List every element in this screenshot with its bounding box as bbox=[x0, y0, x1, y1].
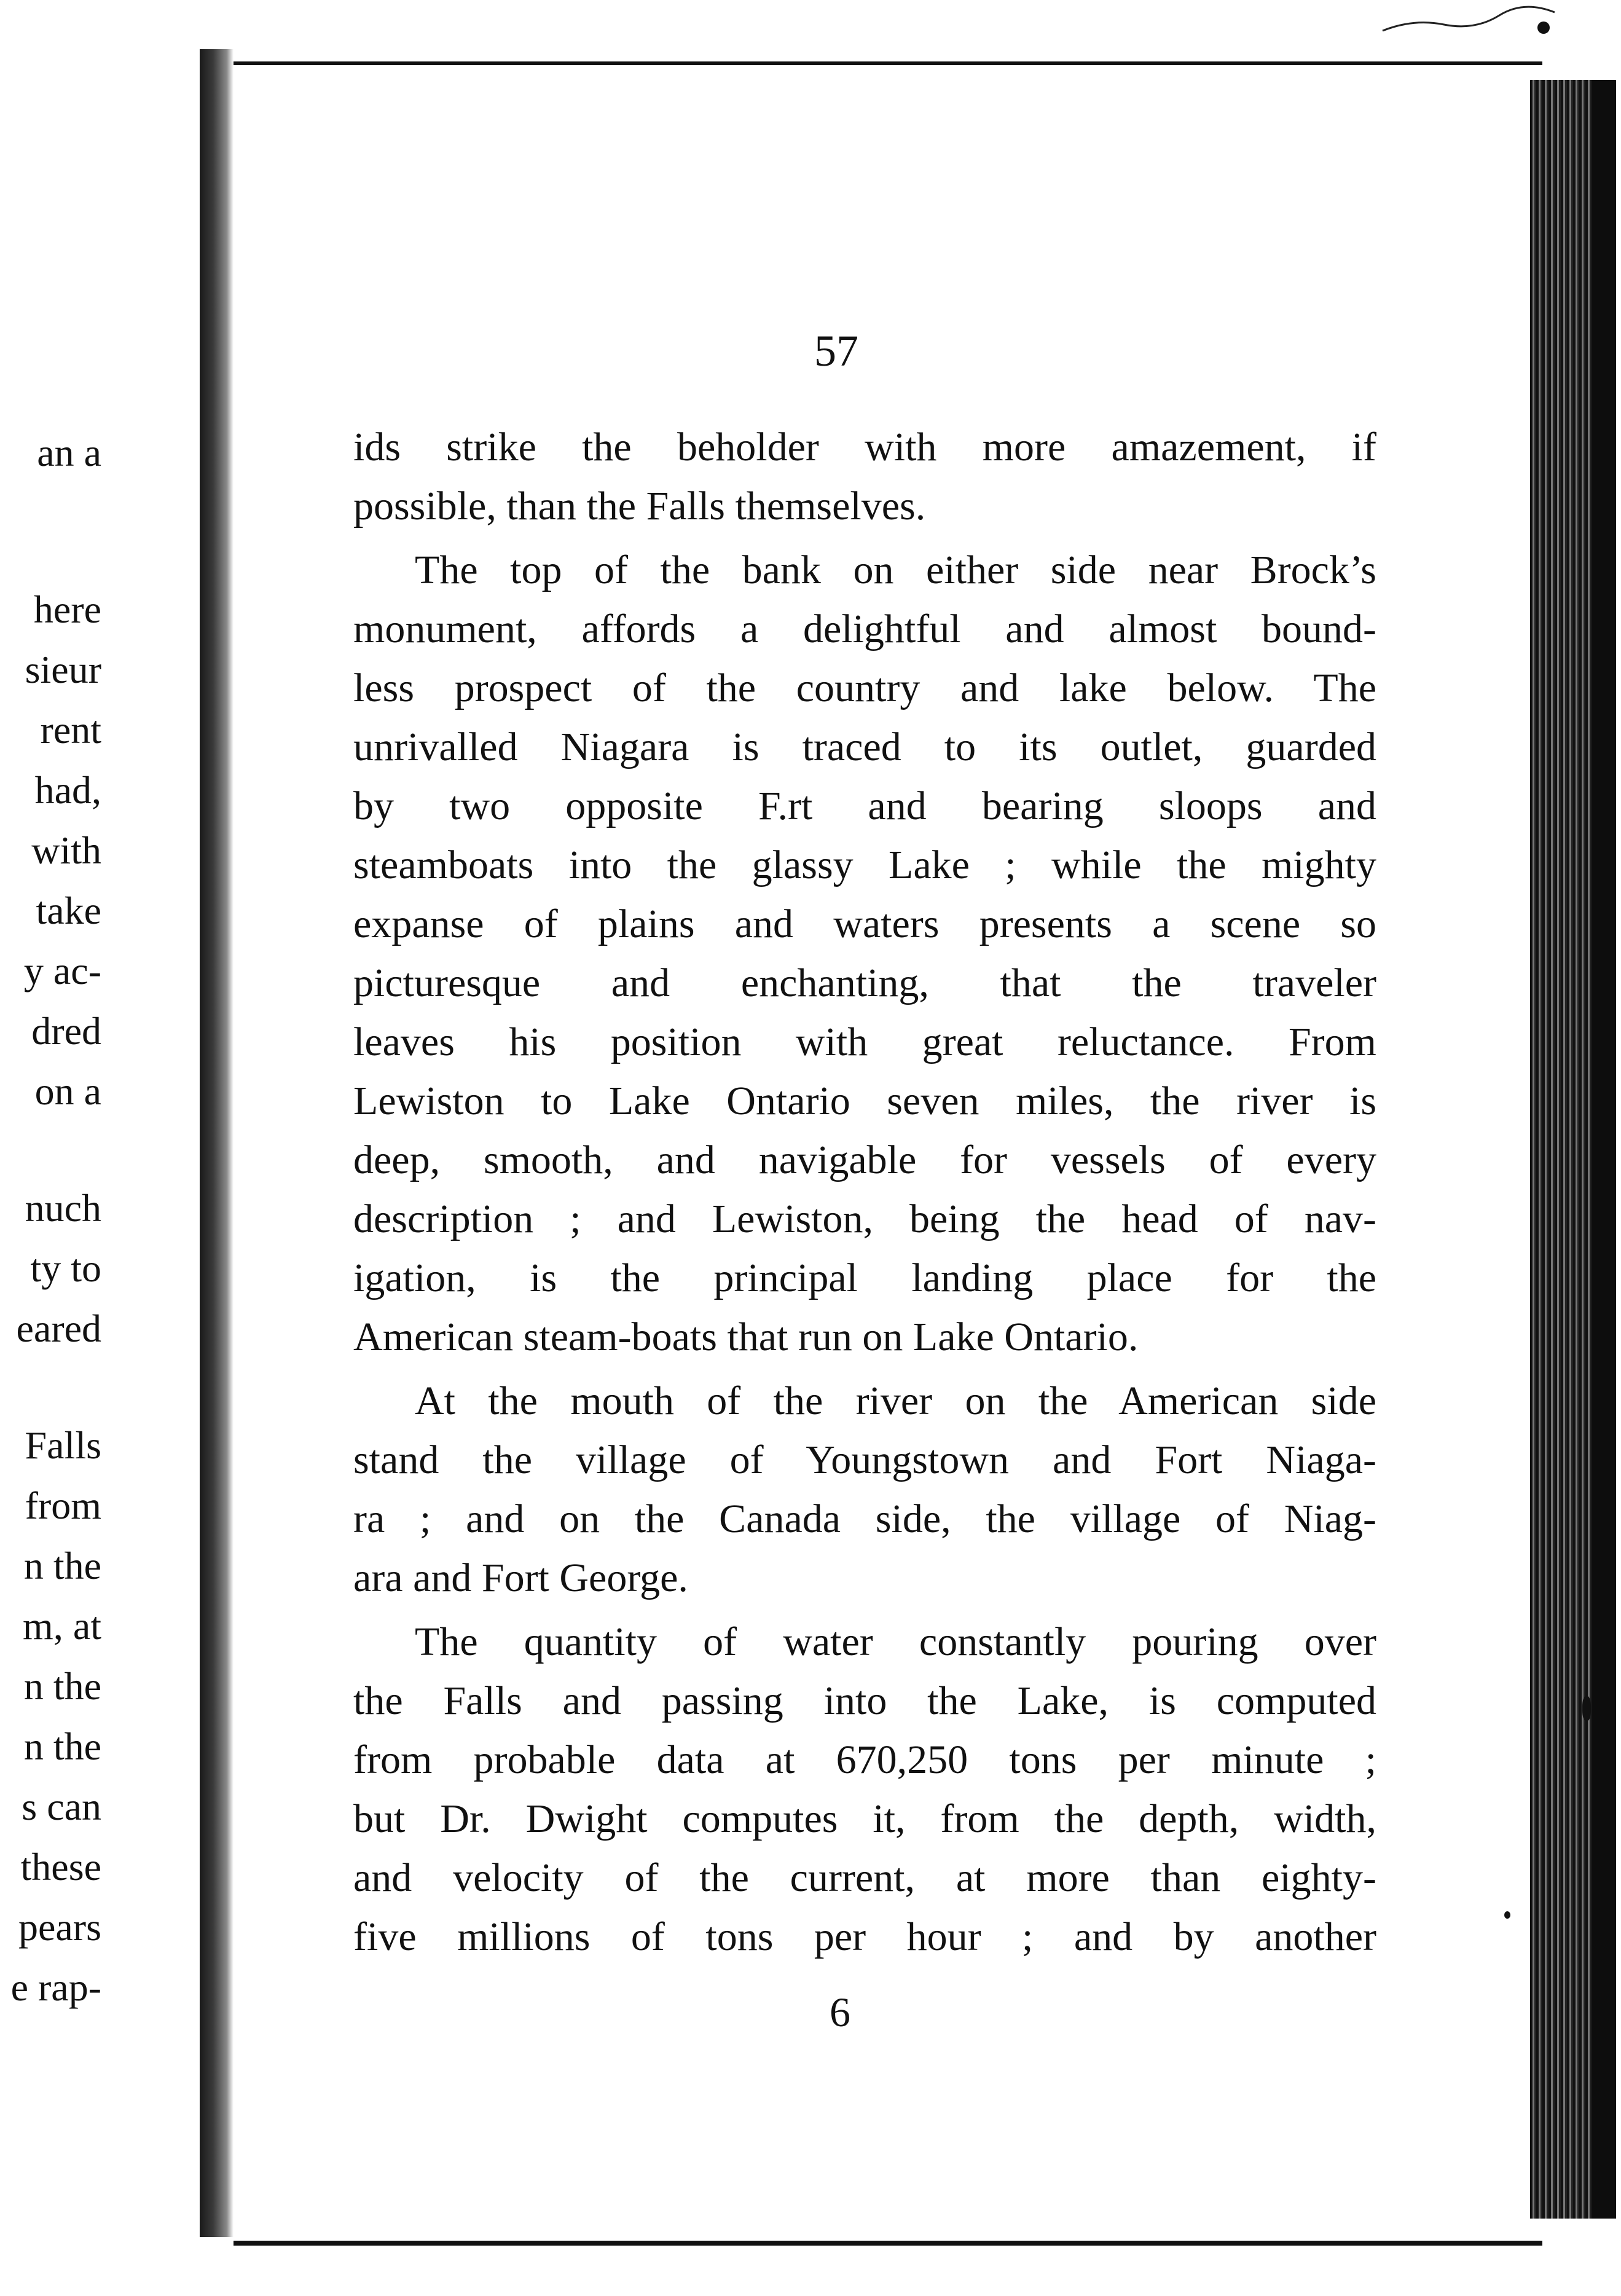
left-page-fragment: with bbox=[31, 828, 101, 872]
left-page-fragment: n the bbox=[23, 1664, 101, 1708]
left-page-fragment: these bbox=[20, 1845, 101, 1889]
ink-speck bbox=[1504, 1911, 1510, 1919]
ink-speck bbox=[1582, 1696, 1591, 1721]
text-line: less prospect of the country and lake below. The bbox=[353, 666, 1376, 710]
text-line: expanse of plains and waters presents a scene so bbox=[353, 902, 1376, 946]
left-page-fragment: from bbox=[25, 1484, 101, 1527]
left-page-fragment: m, at bbox=[23, 1604, 101, 1648]
text-line: stand the village of Youngstown and Fort Niaga- bbox=[353, 1437, 1376, 1482]
left-page-fragment: y ac- bbox=[23, 949, 101, 993]
text-line: ra ; and on the Canada side, the village of Niag- bbox=[353, 1496, 1376, 1541]
margin-scribble bbox=[1376, 0, 1621, 49]
text-line: unrivalled Niagara is traced to its outlet, guarded bbox=[353, 725, 1376, 769]
left-page-fragment: e rap- bbox=[10, 1965, 101, 2009]
signature-mark: 6 bbox=[830, 1989, 850, 2035]
left-facing-page bbox=[0, 49, 203, 2225]
text-line: Lewiston to Lake Ontario seven miles, the river is bbox=[353, 1079, 1376, 1123]
text-line: ara and Fort George. bbox=[353, 1555, 688, 1600]
left-page-fragment: n the bbox=[23, 1724, 101, 1768]
left-page-fragment: dred bbox=[31, 1009, 101, 1053]
page-body-text bbox=[353, 418, 1376, 1967]
text-line: description ; and Lewiston, being the head of nav- bbox=[353, 1197, 1376, 1241]
text-line: At the mouth of the river on the American side bbox=[415, 1378, 1376, 1423]
text-line: ids strike the beholder with more amazement, if bbox=[353, 425, 1376, 470]
text-line: American steam-boats that run on Lake Ontario. bbox=[353, 1315, 1139, 1359]
text-line: and velocity of the current, at more than eighty- bbox=[353, 1855, 1376, 1900]
left-page-fragment: rent bbox=[40, 708, 101, 752]
book-gutter bbox=[200, 49, 234, 2237]
text-line: deep, smooth, and navigable for vessels of every bbox=[353, 1138, 1376, 1182]
text-line: but Dr. Dwight computes it, from the depth, width, bbox=[353, 1796, 1376, 1841]
left-page-fragment: pears bbox=[18, 1905, 101, 1949]
text-line: the Falls and passing into the Lake, is computed bbox=[353, 1678, 1376, 1723]
page-number: 57 bbox=[814, 326, 858, 375]
text-line: steamboats into the glassy Lake ; while the mighty bbox=[353, 843, 1376, 887]
text-line: leaves his position with great reluctance. From bbox=[353, 1020, 1376, 1064]
left-page-fragment: take bbox=[36, 889, 101, 932]
text-line: possible, than the Falls themselves. bbox=[353, 484, 926, 529]
text-line: by two opposite F.rt and bearing sloops and bbox=[353, 784, 1376, 828]
text-line: picturesque and enchanting, that the traveler bbox=[353, 961, 1376, 1005]
left-page-fragment: an a bbox=[37, 431, 101, 474]
page-edges bbox=[1530, 80, 1592, 2219]
left-page-fragment: ty to bbox=[30, 1246, 101, 1290]
text-line: monument, affords a delightful and almost bound- bbox=[353, 607, 1376, 651]
left-page-fragment: had, bbox=[34, 768, 101, 812]
left-page-fragment: sieur bbox=[25, 648, 101, 691]
left-page-fragment: on a bbox=[34, 1069, 101, 1113]
left-page-fragment: Falls bbox=[25, 1423, 101, 1467]
left-page-fragment: eared bbox=[16, 1307, 101, 1350]
text-line: The top of the bank on either side near Brock’s bbox=[415, 548, 1376, 592]
text-line: igation, is the principal landing place for the bbox=[353, 1256, 1376, 1300]
text-line: The quantity of water constantly pouring over bbox=[415, 1619, 1376, 1664]
left-page-fragment: here bbox=[33, 588, 101, 631]
text-line: from probable data at 670,250 tons per minute ; bbox=[353, 1737, 1376, 1782]
left-page-fragment: s can bbox=[22, 1785, 101, 1828]
book-cover-edge bbox=[1592, 80, 1616, 2219]
left-page-fragment: nuch bbox=[25, 1186, 101, 1230]
text-line: five millions of tons per hour ; and by another bbox=[353, 1914, 1376, 1959]
left-page-fragment: n the bbox=[23, 1544, 101, 1587]
